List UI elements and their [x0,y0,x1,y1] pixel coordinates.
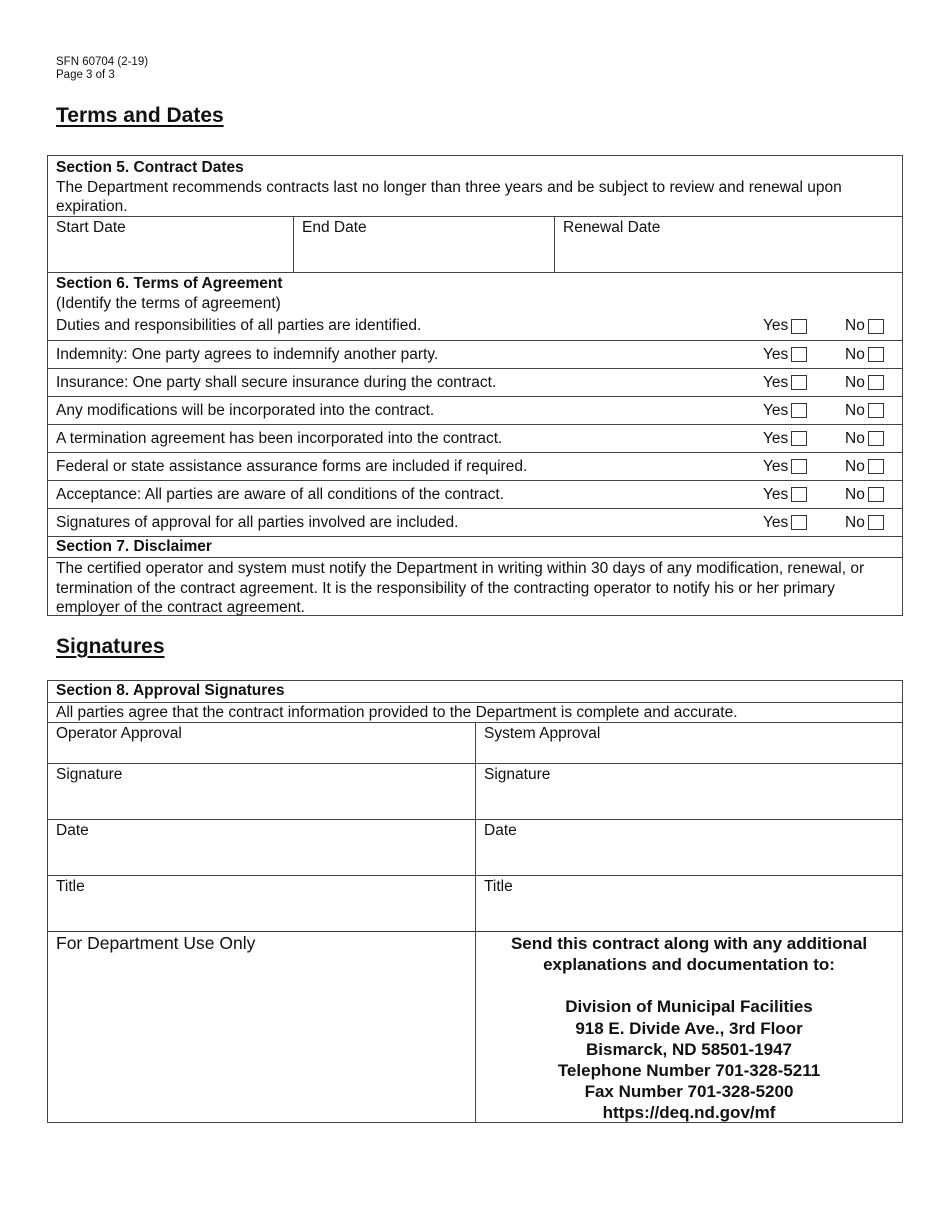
department-use-only: For Department Use Only [56,933,256,953]
yes-label: Yes [763,429,789,447]
yes-checkbox[interactable] [791,403,807,418]
operator-approval-label: Operator Approval [56,725,182,742]
no-checkbox[interactable] [868,347,884,362]
terms-row [48,480,902,508]
no-option[interactable] [845,402,902,420]
signatures-heading: Signatures [56,635,165,658]
yes-option[interactable] [763,486,845,504]
no-option[interactable] [845,346,902,364]
yes-label: Yes [763,317,789,334]
terms-row [48,340,902,368]
terms-row [48,508,902,536]
yes-option[interactable] [763,317,845,335]
no-option[interactable] [845,514,902,532]
end-date-field[interactable] [293,217,554,272]
telephone-number: Telephone Number 701-328-5211 [557,1061,821,1081]
section7-title: Section 7. Disclaimer [56,538,212,555]
yes-checkbox[interactable] [791,347,807,362]
terms-dates-box [47,155,903,616]
term-text: Duties and responsibilities of all parties are identified. [56,317,422,334]
division-name: Division of Municipal Facilities [565,997,813,1017]
yes-option[interactable] [763,514,845,532]
yes-checkbox[interactable] [791,515,807,530]
no-label: No [845,401,865,419]
section5-description: The Department recommends contracts last no longer than three years and be subject to review and renewal upon expiration. [56,178,842,215]
system-date-label: Date [484,822,517,839]
no-option[interactable] [845,374,902,392]
yes-option[interactable] [763,374,845,392]
section8-statement: All parties agree that the contract information provided to the Department is complete and accurate. [56,704,738,721]
street-address: 918 E. Divide Ave., 3rd Floor [575,1018,803,1038]
term-text: Signatures of approval for all parties involved are included. [56,513,459,531]
fax-number: Fax Number 701-328-5200 [584,1082,794,1102]
no-label: No [845,485,865,503]
no-checkbox[interactable] [868,459,884,474]
yes-option[interactable] [763,402,845,420]
yes-checkbox[interactable] [791,459,807,474]
section6-subtitle: (Identify the terms of agreement) [56,294,281,312]
send-line-1: Send this contract along with any additional [510,934,868,953]
send-line-2: explanations and documentation to: [543,955,835,975]
section7-header [48,536,902,557]
no-checkbox[interactable] [868,403,884,418]
mailing-instructions [475,932,902,1122]
page-number: Page 3 of 3 [56,69,115,81]
no-label: No [845,345,865,363]
operator-date-label: Date [56,822,89,839]
yes-label: Yes [763,457,789,475]
no-checkbox[interactable] [868,319,884,334]
term-text: Acceptance: All parties are aware of all conditions of the contract. [56,485,505,503]
section7-body [48,557,902,617]
form-number: SFN 60704 (2-19) [56,56,149,68]
system-date-field[interactable] [475,820,902,875]
no-checkbox[interactable] [868,431,884,446]
no-option[interactable] [845,486,902,504]
section5-header [48,156,902,216]
system-approval-label: System Approval [475,723,902,763]
term-text: Indemnity: One party agrees to indemnify another party. [56,345,439,363]
section6-title: Section 6. Terms of Agreement [56,275,283,292]
yes-label: Yes [763,345,789,363]
term-text: Insurance: One party shall secure insurance during the contract. [56,373,497,391]
yes-label: Yes [763,513,789,531]
date-row [48,819,902,875]
no-label: No [845,373,865,391]
operator-date-field[interactable] [48,820,475,875]
yes-label: Yes [763,373,789,391]
section5-dates-row [48,216,902,272]
yes-checkbox[interactable] [791,375,807,390]
city-state-zip: Bismarck, ND 58501-1947 [585,1039,793,1059]
approval-row [48,722,902,763]
operator-signature-label: Signature [56,766,123,783]
title-row [48,875,902,931]
renewal-date-label: Renewal Date [563,219,661,236]
terms-row [48,312,902,340]
no-checkbox[interactable] [868,375,884,390]
yes-option[interactable] [763,430,845,448]
section7-text: The certified operator and system must notify the Department in writing within 30 days of any modification, renewal, or termination of the contract agreement. It is the responsibility of the contracting operator to notify his or her primary employer of the contract agreement. [56,560,865,616]
no-option[interactable] [845,430,902,448]
system-signature-label: Signature [484,766,551,783]
yes-checkbox[interactable] [791,431,807,446]
end-date-label: End Date [302,219,367,236]
section5-title: Section 5. Contract Dates [56,159,244,176]
no-option[interactable] [845,458,902,476]
term-text: A termination agreement has been incorporated into the contract. [56,429,503,447]
terms-row [48,452,902,480]
system-title-field[interactable] [475,876,902,931]
terms-row [48,424,902,452]
no-checkbox[interactable] [868,487,884,502]
system-signature-field[interactable] [475,764,902,819]
terms-row [48,368,902,396]
operator-title-label: Title [56,878,85,895]
website: https://deq.nd.gov/mf [602,1103,776,1123]
no-checkbox[interactable] [868,515,884,530]
system-title-label: Title [484,878,513,895]
operator-title-field[interactable] [48,876,475,931]
no-label: No [845,429,865,447]
section8-header [48,681,902,702]
no-label: No [845,317,865,334]
operator-signature-field[interactable] [48,764,475,819]
form-header [56,56,148,82]
section6-header [48,272,902,312]
yes-option[interactable] [763,346,845,364]
yes-label: Yes [763,401,789,419]
no-option[interactable] [845,317,902,335]
yes-checkbox[interactable] [791,319,807,334]
section8-title: Section 8. Approval Signatures [56,682,285,699]
signature-row [48,763,902,819]
section8-statement-row [48,702,902,722]
term-text: Any modifications will be incorporated into the contract. [56,401,435,419]
term-text: Federal or state assistance assurance forms are included if required. [56,457,528,475]
yes-option[interactable] [763,458,845,476]
terms-list [48,312,902,536]
yes-checkbox[interactable] [791,487,807,502]
department-row [48,931,902,1122]
start-date-label: Start Date [56,219,126,236]
yes-label: Yes [763,485,789,503]
renewal-date-field[interactable] [554,217,902,272]
no-label: No [845,513,865,531]
terms-dates-heading: Terms and Dates [56,104,224,127]
no-label: No [845,457,865,475]
signatures-box [47,680,903,1123]
start-date-field[interactable] [48,217,293,272]
terms-row [48,396,902,424]
